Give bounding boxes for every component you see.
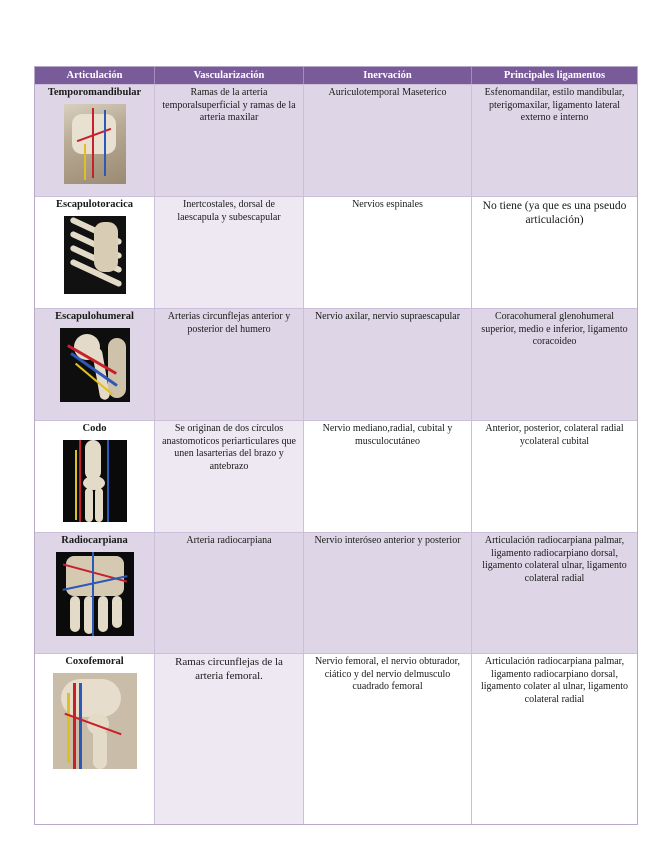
table-header (35, 67, 637, 84)
nerve-cell: Nervio femoral, el nervio obturador, ciático y del nervio delmusculo cuadrado femoral (304, 654, 472, 824)
ligament-cell: Coracohumeral glenohumeral superior, medio e inferior, ligamento coracoideo (481, 311, 628, 347)
nerve-cell: Nervio interóseo anterior y posterior (304, 533, 472, 653)
table-row (35, 84, 637, 196)
hip-anatomy-image (53, 673, 137, 769)
joint-name: Escapulohumeral (55, 311, 134, 322)
header-inervacion: Inervación (304, 67, 472, 84)
table-row (35, 308, 637, 420)
joint-cell (35, 421, 155, 532)
elbow-anatomy-image (63, 440, 127, 522)
header-articulacion: Articulación (35, 67, 155, 84)
joint-cell (35, 309, 155, 420)
ligament-cell: No tiene (ya que es una pseudo articulación) (482, 200, 627, 226)
table-row (35, 532, 637, 653)
wrist-anatomy-image (56, 552, 134, 636)
ligament-cell: Anterior, posterior, colateral radial ycolateral cubital (485, 423, 624, 447)
joint-name: Temporomandibular (47, 87, 142, 98)
nerve-cell: Nervios espinales (304, 197, 472, 308)
ligament-cell: Articulación radiocarpiana palmar, ligamento radiocarpiano dorsal, ligamento colateral ulnar, ligamento colateral radial (482, 535, 627, 584)
joint-cell (35, 533, 155, 653)
joint-cell (35, 654, 155, 824)
joint-name: Escapulotoracica (56, 199, 133, 210)
header-ligamentos: Principales ligamentos (503, 70, 606, 81)
ligament-cell: Esfenomandilar, estilo mandibular, pterigomaxilar, ligamento lateral externo e interno (484, 87, 625, 123)
table-row (35, 653, 637, 824)
table-row (35, 420, 637, 532)
anatomy-table (34, 66, 638, 825)
vascular-cell: Arteria radiocarpiana (155, 533, 304, 653)
joint-name: Coxofemoral (65, 656, 124, 667)
table-row (35, 196, 637, 308)
ligament-cell: Articulación radiocarpiana palmar, ligamento radiocarpiano dorsal, ligamento colater al ulnar, ligamento colateral radial (480, 656, 629, 705)
joint-name: Radiocarpiana (61, 535, 128, 546)
tmj-anatomy-image (64, 104, 126, 184)
vascular-cell: Se originan de dos círculos anastomoticos periarticulares que unen lasarterias del brazo y antebrazo (155, 421, 304, 532)
vascular-cell: Ramas circunflejas de la arteria femoral. (155, 654, 304, 824)
vascular-cell: Arterias circunflejas anterior y posterior del humero (155, 309, 304, 420)
nerve-cell: Nervio axilar, nervio supraescapular (304, 309, 472, 420)
joint-cell (35, 85, 155, 196)
joint-name: Codo (82, 423, 107, 434)
joint-cell (35, 197, 155, 308)
nerve-cell: Auriculotemporal Maseterico (304, 85, 472, 196)
shoulder-anatomy-image (60, 328, 130, 402)
scapulothoracic-anatomy-image (64, 216, 126, 294)
nerve-cell: Nervio mediano,radial, cubital y musculocutáneo (304, 421, 472, 532)
header-vascularizacion: Vascularización (155, 67, 304, 84)
vascular-cell: Ramas de la arteria temporalsuperficial y ramas de la arteria maxilar (155, 85, 304, 196)
vascular-cell: Inertcostales, dorsal de laescapula y subescapular (155, 197, 304, 308)
